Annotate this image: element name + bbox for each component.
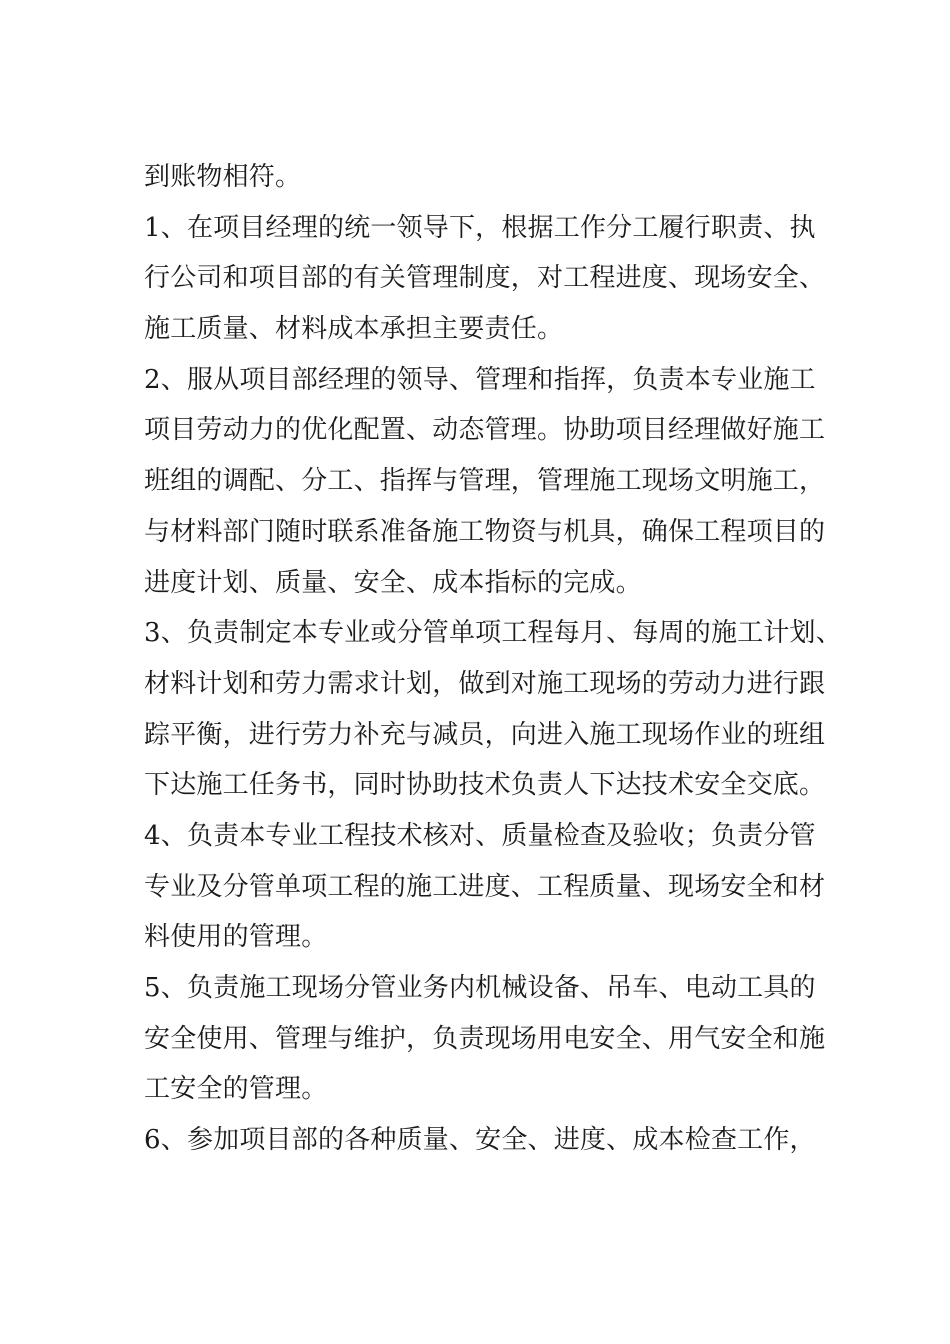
text-line: 3、负责制定本专业或分管单项工程每月、每周的施工计划、 bbox=[144, 618, 842, 649]
text-line: 料使用的管理。 bbox=[144, 922, 328, 953]
text-line: 班组的调配、分工、指挥与管理，管理施工现场文明施工， bbox=[144, 466, 826, 497]
text-line: 材料计划和劳力需求计划，做到对施工现场的劳动力进行跟 bbox=[144, 668, 826, 699]
text-line: 踪平衡，进行劳力补充与减员，向进入施工现场作业的班组 bbox=[144, 719, 826, 750]
text-line: 到账物相符。 bbox=[144, 162, 302, 192]
text-line: 下达施工任务书，同时协助技术负责人下达技术安全交底。 bbox=[144, 770, 826, 801]
text-line: 6、参加项目部的各种质量、安全、进度、成本检查工作， bbox=[144, 1125, 816, 1156]
text-line: 5、负责施工现场分管业务内机械设备、吊车、电动工具的 bbox=[144, 973, 816, 1003]
text-line: 专业及分管单项工程的施工进度、工程质量、现场安全和材 bbox=[144, 871, 826, 902]
text-line: 进度计划、质量、安全、成本指标的完成。 bbox=[144, 567, 642, 598]
text-line: 1、在项目经理的统一领导下，根据工作分工履行职责、执 bbox=[144, 212, 816, 243]
text-line: 4、负责本专业工程技术核对、质量检查及验收；负责分管 bbox=[144, 820, 816, 851]
text-line: 安全使用、管理与维护，负责现场用电安全、用气安全和施 bbox=[144, 1023, 826, 1054]
text-line: 2、服从项目部经理的领导、管理和指挥，负责本专业施工 bbox=[144, 364, 816, 395]
text-line: 施工质量、材料成本承担主要责任。 bbox=[144, 314, 564, 345]
document-body bbox=[144, 152, 842, 1166]
text-line: 行公司和项目部的有关管理制度，对工程进度、现场安全、 bbox=[144, 263, 826, 294]
text-line: 工安全的管理。 bbox=[144, 1074, 328, 1105]
text-line: 与材料部门随时联系准备施工物资与机具，确保工程项目的 bbox=[144, 516, 826, 547]
text-line: 项目劳动力的优化配置、动态管理。协助项目经理做好施工 bbox=[144, 415, 826, 446]
